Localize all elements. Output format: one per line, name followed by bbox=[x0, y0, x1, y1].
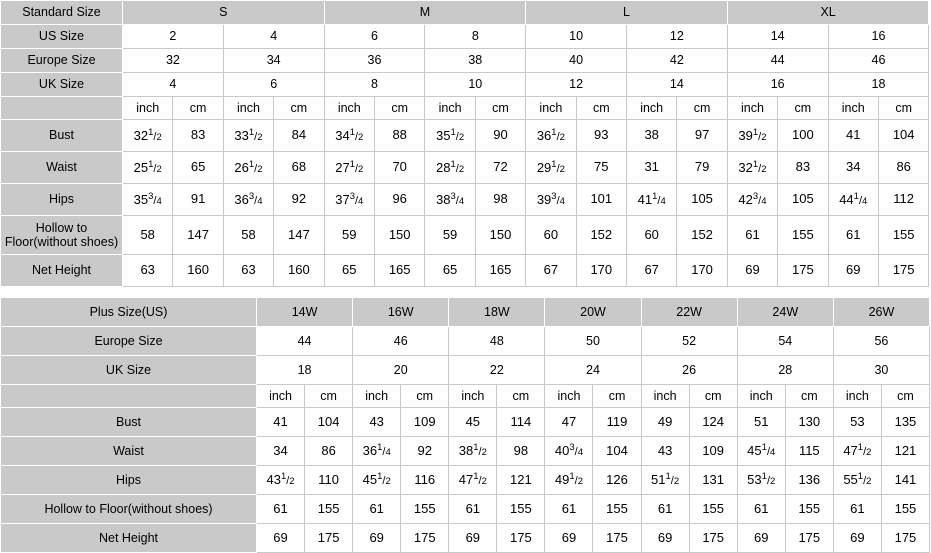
measurement-value: $41^1/4$ bbox=[626, 184, 676, 216]
measurement-value: $36^1/4$ bbox=[353, 437, 401, 466]
row-label-europe-size: Europe Size bbox=[1, 49, 123, 73]
measurement-value: 88 bbox=[374, 120, 424, 152]
measurement-value: $33^1/2$ bbox=[223, 120, 273, 152]
measurement-value: 31 bbox=[626, 152, 676, 184]
us-size-value: 16 bbox=[828, 25, 929, 49]
measurement-value: 109 bbox=[401, 408, 449, 437]
measurement-value: 121 bbox=[497, 466, 545, 495]
measurement-value: 175 bbox=[497, 524, 545, 553]
unit-header: cm bbox=[475, 97, 525, 120]
measurement-value: 60 bbox=[626, 216, 676, 255]
unit-header: inch bbox=[324, 97, 374, 120]
measurement-value: 96 bbox=[374, 184, 424, 216]
measurement-value: $37^3/4$ bbox=[324, 184, 374, 216]
europe-size-value: 50 bbox=[545, 327, 641, 356]
unit-header: inch bbox=[626, 97, 676, 120]
measurement-value: 61 bbox=[737, 495, 785, 524]
measurement-value: $47^1/2$ bbox=[833, 437, 881, 466]
row-label-waist: Waist bbox=[1, 152, 123, 184]
measurement-value: 41 bbox=[257, 408, 305, 437]
measurement-value: 69 bbox=[641, 524, 689, 553]
measurement-value: 69 bbox=[727, 255, 777, 287]
measurement-value: 79 bbox=[677, 152, 727, 184]
plus-size-value: 24W bbox=[737, 298, 833, 327]
uk-size-value: 30 bbox=[833, 356, 929, 385]
measurement-value: $45^1/4$ bbox=[737, 437, 785, 466]
unit-header: inch bbox=[828, 97, 878, 120]
measurement-value: 170 bbox=[576, 255, 626, 287]
unit-header: inch bbox=[526, 97, 576, 120]
measurement-value: 105 bbox=[677, 184, 727, 216]
measurement-value: 92 bbox=[401, 437, 449, 466]
unit-header: inch bbox=[425, 97, 475, 120]
measurement-value: $47^1/2$ bbox=[449, 466, 497, 495]
unit-header: cm bbox=[677, 97, 727, 120]
measurement-value: 175 bbox=[778, 255, 828, 287]
measurement-value: 97 bbox=[677, 120, 727, 152]
measurement-value: 170 bbox=[677, 255, 727, 287]
table-row-plus-size bbox=[1, 298, 930, 327]
measurement-value: $39^3/4$ bbox=[526, 184, 576, 216]
unit-header: cm bbox=[305, 385, 353, 408]
europe-size-value: 44 bbox=[727, 49, 828, 73]
measurement-value: 98 bbox=[497, 437, 545, 466]
measurement-value: 65 bbox=[425, 255, 475, 287]
row-label-uk-size: UK Size bbox=[1, 73, 123, 97]
measurement-value: 49 bbox=[641, 408, 689, 437]
measurement-value: 61 bbox=[641, 495, 689, 524]
measurement-value: 147 bbox=[274, 216, 324, 255]
uk-size-value: 18 bbox=[828, 73, 929, 97]
measurement-value: 59 bbox=[425, 216, 475, 255]
measurement-value: 165 bbox=[475, 255, 525, 287]
row-label-net-height: Net Height bbox=[1, 255, 123, 287]
unit-header: inch bbox=[353, 385, 401, 408]
measurement-value: 101 bbox=[576, 184, 626, 216]
uk-size-value: 24 bbox=[545, 356, 641, 385]
measurement-value: 63 bbox=[223, 255, 273, 287]
row-label-units bbox=[1, 97, 123, 120]
measurement-value: 84 bbox=[274, 120, 324, 152]
measurement-value: 61 bbox=[257, 495, 305, 524]
unit-header: cm bbox=[401, 385, 449, 408]
europe-size-value: 32 bbox=[123, 49, 224, 73]
measurement-value: 121 bbox=[881, 437, 929, 466]
measurement-value: $39^1/2$ bbox=[727, 120, 777, 152]
plus-size-value: 20W bbox=[545, 298, 641, 327]
table-row-measurement bbox=[1, 216, 929, 255]
measurement-value: 155 bbox=[689, 495, 737, 524]
uk-size-value: 14 bbox=[626, 73, 727, 97]
measurement-rows-plus bbox=[1, 408, 930, 553]
unit-header: inch bbox=[641, 385, 689, 408]
measurement-value: 175 bbox=[593, 524, 641, 553]
table-row-uk-size bbox=[1, 356, 930, 385]
unit-header: cm bbox=[374, 97, 424, 120]
uk-size-value: 4 bbox=[123, 73, 224, 97]
unit-header: inch bbox=[727, 97, 777, 120]
measurement-value: 63 bbox=[123, 255, 173, 287]
measurement-value: 92 bbox=[274, 184, 324, 216]
unit-header: inch bbox=[449, 385, 497, 408]
measurement-value: 175 bbox=[881, 524, 929, 553]
measurement-value: 119 bbox=[593, 408, 641, 437]
table-row-measurement bbox=[1, 152, 929, 184]
unit-header: cm bbox=[881, 385, 929, 408]
measurement-value: 150 bbox=[374, 216, 424, 255]
measurement-value: $28^1/2$ bbox=[425, 152, 475, 184]
measurement-value: 110 bbox=[305, 466, 353, 495]
measurement-value: 175 bbox=[878, 255, 928, 287]
measurement-value: 61 bbox=[828, 216, 878, 255]
unit-header: cm bbox=[785, 385, 833, 408]
size-group-xl: XL bbox=[727, 1, 929, 25]
measurement-value: 69 bbox=[545, 524, 593, 553]
row-label-net-height: Net Height bbox=[1, 524, 257, 553]
measurement-value: 155 bbox=[497, 495, 545, 524]
europe-size-value: 56 bbox=[833, 327, 929, 356]
measurement-value: 136 bbox=[785, 466, 833, 495]
table-row-measurement bbox=[1, 255, 929, 287]
measurement-value: 165 bbox=[374, 255, 424, 287]
table-row-standard-size bbox=[1, 1, 929, 25]
us-size-value: 8 bbox=[425, 25, 526, 49]
measurement-value: 69 bbox=[737, 524, 785, 553]
measurement-value: 61 bbox=[545, 495, 593, 524]
measurement-value: 59 bbox=[324, 216, 374, 255]
measurement-value: $29^1/2$ bbox=[526, 152, 576, 184]
measurement-value: 160 bbox=[173, 255, 223, 287]
measurement-value: 34 bbox=[828, 152, 878, 184]
us-size-value: 12 bbox=[626, 25, 727, 49]
measurement-value: $51^1/2$ bbox=[641, 466, 689, 495]
europe-size-value: 54 bbox=[737, 327, 833, 356]
measurement-value: $35^1/2$ bbox=[425, 120, 475, 152]
measurement-value: 155 bbox=[401, 495, 449, 524]
measurement-value: $26^1/2$ bbox=[223, 152, 273, 184]
measurement-value: 51 bbox=[737, 408, 785, 437]
measurement-value: 43 bbox=[641, 437, 689, 466]
measurement-rows-standard bbox=[1, 120, 929, 287]
measurement-value: 104 bbox=[593, 437, 641, 466]
row-label-hollow-to-floor-without-shoes: Hollow to Floor(without shoes) bbox=[1, 216, 123, 255]
uk-size-value: 12 bbox=[526, 73, 627, 97]
row-label-hips: Hips bbox=[1, 466, 257, 495]
measurement-value: 100 bbox=[778, 120, 828, 152]
uk-size-value: 22 bbox=[449, 356, 545, 385]
uk-size-value: 20 bbox=[353, 356, 449, 385]
table-row-measurement bbox=[1, 524, 930, 553]
measurement-value: 47 bbox=[545, 408, 593, 437]
measurement-value: 69 bbox=[353, 524, 401, 553]
unit-header: inch bbox=[737, 385, 785, 408]
us-size-value: 2 bbox=[123, 25, 224, 49]
measurement-value: $49^1/2$ bbox=[545, 466, 593, 495]
measurement-value: 86 bbox=[878, 152, 928, 184]
row-label-standard-size: Standard Size bbox=[1, 1, 123, 25]
table-row-measurement bbox=[1, 408, 930, 437]
europe-size-value: 52 bbox=[641, 327, 737, 356]
measurement-value: 126 bbox=[593, 466, 641, 495]
measurement-value: 65 bbox=[173, 152, 223, 184]
measurement-value: $43^1/2$ bbox=[257, 466, 305, 495]
measurement-value: 155 bbox=[778, 216, 828, 255]
measurement-value: 147 bbox=[173, 216, 223, 255]
uk-size-value: 18 bbox=[257, 356, 353, 385]
measurement-value: 69 bbox=[257, 524, 305, 553]
measurement-value: 130 bbox=[785, 408, 833, 437]
measurement-value: 53 bbox=[833, 408, 881, 437]
measurement-value: 116 bbox=[401, 466, 449, 495]
measurement-value: 104 bbox=[878, 120, 928, 152]
europe-size-value: 44 bbox=[257, 327, 353, 356]
unit-header: inch bbox=[123, 97, 173, 120]
europe-size-value: 36 bbox=[324, 49, 425, 73]
measurement-value: 155 bbox=[881, 495, 929, 524]
measurement-value: 83 bbox=[778, 152, 828, 184]
unit-header: cm bbox=[497, 385, 545, 408]
measurement-value: 98 bbox=[475, 184, 525, 216]
measurement-value: 58 bbox=[123, 216, 173, 255]
measurement-value: 109 bbox=[689, 437, 737, 466]
unit-header: inch bbox=[833, 385, 881, 408]
size-group-l: L bbox=[526, 1, 728, 25]
measurement-value: $36^1/2$ bbox=[526, 120, 576, 152]
row-label-plus-size: Plus Size(US) bbox=[1, 298, 257, 327]
measurement-value: 175 bbox=[689, 524, 737, 553]
table-row-measurement bbox=[1, 495, 930, 524]
us-size-value: 14 bbox=[727, 25, 828, 49]
measurement-value: 155 bbox=[593, 495, 641, 524]
table-row-europe-size bbox=[1, 49, 929, 73]
measurement-value: 60 bbox=[526, 216, 576, 255]
measurement-value: 115 bbox=[785, 437, 833, 466]
row-label-units bbox=[1, 385, 257, 408]
measurement-value: 41 bbox=[828, 120, 878, 152]
us-size-value: 10 bbox=[526, 25, 627, 49]
unit-header: inch bbox=[223, 97, 273, 120]
uk-size-value: 10 bbox=[425, 73, 526, 97]
row-label-bust: Bust bbox=[1, 408, 257, 437]
measurement-value: 160 bbox=[274, 255, 324, 287]
measurement-value: 65 bbox=[324, 255, 374, 287]
table-row-measurement bbox=[1, 184, 929, 216]
plus-size-value: 14W bbox=[257, 298, 353, 327]
measurement-value: $38^1/2$ bbox=[449, 437, 497, 466]
plus-size-value: 22W bbox=[641, 298, 737, 327]
measurement-value: 105 bbox=[778, 184, 828, 216]
europe-size-value: 46 bbox=[353, 327, 449, 356]
unit-header: cm bbox=[274, 97, 324, 120]
row-label-hollow-to-floor-without-shoes: Hollow to Floor(without shoes) bbox=[1, 495, 257, 524]
europe-size-value: 34 bbox=[223, 49, 324, 73]
measurement-value: 69 bbox=[833, 524, 881, 553]
measurement-value: 141 bbox=[881, 466, 929, 495]
measurement-value: 67 bbox=[626, 255, 676, 287]
measurement-value: 114 bbox=[497, 408, 545, 437]
unit-header: cm bbox=[778, 97, 828, 120]
row-label-hips: Hips bbox=[1, 184, 123, 216]
measurement-value: 75 bbox=[576, 152, 626, 184]
measurement-value: 175 bbox=[401, 524, 449, 553]
table-row-measurement bbox=[1, 466, 930, 495]
plus-size-value: 26W bbox=[833, 298, 929, 327]
table-row-europe-size bbox=[1, 327, 930, 356]
measurement-value: 61 bbox=[353, 495, 401, 524]
size-group-s: S bbox=[123, 1, 325, 25]
unit-header: cm bbox=[878, 97, 928, 120]
us-size-value: 6 bbox=[324, 25, 425, 49]
measurement-value: 91 bbox=[173, 184, 223, 216]
measurement-value: $53^1/2$ bbox=[737, 466, 785, 495]
unit-header: cm bbox=[689, 385, 737, 408]
row-label-europe-size: Europe Size bbox=[1, 327, 257, 356]
measurement-value: 93 bbox=[576, 120, 626, 152]
measurement-value: 175 bbox=[305, 524, 353, 553]
measurement-value: 45 bbox=[449, 408, 497, 437]
plus-size-value: 18W bbox=[449, 298, 545, 327]
measurement-value: $45^1/2$ bbox=[353, 466, 401, 495]
measurement-value: $38^3/4$ bbox=[425, 184, 475, 216]
measurement-value: $36^3/4$ bbox=[223, 184, 273, 216]
table-row-us-size bbox=[1, 25, 929, 49]
measurement-value: 69 bbox=[449, 524, 497, 553]
measurement-value: 152 bbox=[576, 216, 626, 255]
unit-header: cm bbox=[173, 97, 223, 120]
measurement-value: $44^1/4$ bbox=[828, 184, 878, 216]
measurement-value: 155 bbox=[785, 495, 833, 524]
measurement-value: 67 bbox=[526, 255, 576, 287]
measurement-value: $55^1/2$ bbox=[833, 466, 881, 495]
uk-size-value: 26 bbox=[641, 356, 737, 385]
measurement-value: 131 bbox=[689, 466, 737, 495]
row-label-us-size: US Size bbox=[1, 25, 123, 49]
measurement-value: $42^3/4$ bbox=[727, 184, 777, 216]
measurement-value: 72 bbox=[475, 152, 525, 184]
measurement-value: 83 bbox=[173, 120, 223, 152]
measurement-value: $25^1/2$ bbox=[123, 152, 173, 184]
table-row-measurement bbox=[1, 437, 930, 466]
measurement-value: $32^1/2$ bbox=[727, 152, 777, 184]
measurement-value: 86 bbox=[305, 437, 353, 466]
europe-size-value: 42 bbox=[626, 49, 727, 73]
europe-size-value: 38 bbox=[425, 49, 526, 73]
unit-header: inch bbox=[257, 385, 305, 408]
measurement-value: $34^1/2$ bbox=[324, 120, 374, 152]
unit-header: cm bbox=[593, 385, 641, 408]
unit-header: inch bbox=[545, 385, 593, 408]
measurement-value: 155 bbox=[878, 216, 928, 255]
measurement-value: 175 bbox=[785, 524, 833, 553]
measurement-value: 61 bbox=[727, 216, 777, 255]
measurement-value: $32^1/2$ bbox=[123, 120, 173, 152]
measurement-value: 61 bbox=[833, 495, 881, 524]
row-label-bust: Bust bbox=[1, 120, 123, 152]
measurement-value: $35^3/4$ bbox=[123, 184, 173, 216]
uk-size-value: 28 bbox=[737, 356, 833, 385]
measurement-value: 104 bbox=[305, 408, 353, 437]
measurement-value: $27^1/2$ bbox=[324, 152, 374, 184]
measurement-value: 34 bbox=[257, 437, 305, 466]
size-group-m: M bbox=[324, 1, 526, 25]
europe-size-value: 40 bbox=[526, 49, 627, 73]
measurement-value: $40^3/4$ bbox=[545, 437, 593, 466]
measurement-value: 152 bbox=[677, 216, 727, 255]
measurement-value: 112 bbox=[878, 184, 928, 216]
measurement-value: 38 bbox=[626, 120, 676, 152]
unit-header: cm bbox=[576, 97, 626, 120]
uk-size-value: 16 bbox=[727, 73, 828, 97]
measurement-value: 90 bbox=[475, 120, 525, 152]
measurement-value: 150 bbox=[475, 216, 525, 255]
europe-size-value: 48 bbox=[449, 327, 545, 356]
measurement-value: 70 bbox=[374, 152, 424, 184]
plus-size-value: 16W bbox=[353, 298, 449, 327]
measurement-value: 124 bbox=[689, 408, 737, 437]
measurement-value: 155 bbox=[305, 495, 353, 524]
europe-size-value: 46 bbox=[828, 49, 929, 73]
uk-size-value: 8 bbox=[324, 73, 425, 97]
measurement-value: 135 bbox=[881, 408, 929, 437]
measurement-value: 69 bbox=[828, 255, 878, 287]
row-label-uk-size: UK Size bbox=[1, 356, 257, 385]
measurement-value: 61 bbox=[449, 495, 497, 524]
measurement-value: 68 bbox=[274, 152, 324, 184]
measurement-value: 43 bbox=[353, 408, 401, 437]
table-row-uk-size bbox=[1, 73, 929, 97]
table-row-units bbox=[1, 385, 930, 408]
table-row-measurement bbox=[1, 120, 929, 152]
uk-size-value: 6 bbox=[223, 73, 324, 97]
us-size-value: 4 bbox=[223, 25, 324, 49]
plus-size-table bbox=[0, 297, 930, 553]
table-row-units bbox=[1, 97, 929, 120]
row-label-waist: Waist bbox=[1, 437, 257, 466]
measurement-value: 58 bbox=[223, 216, 273, 255]
